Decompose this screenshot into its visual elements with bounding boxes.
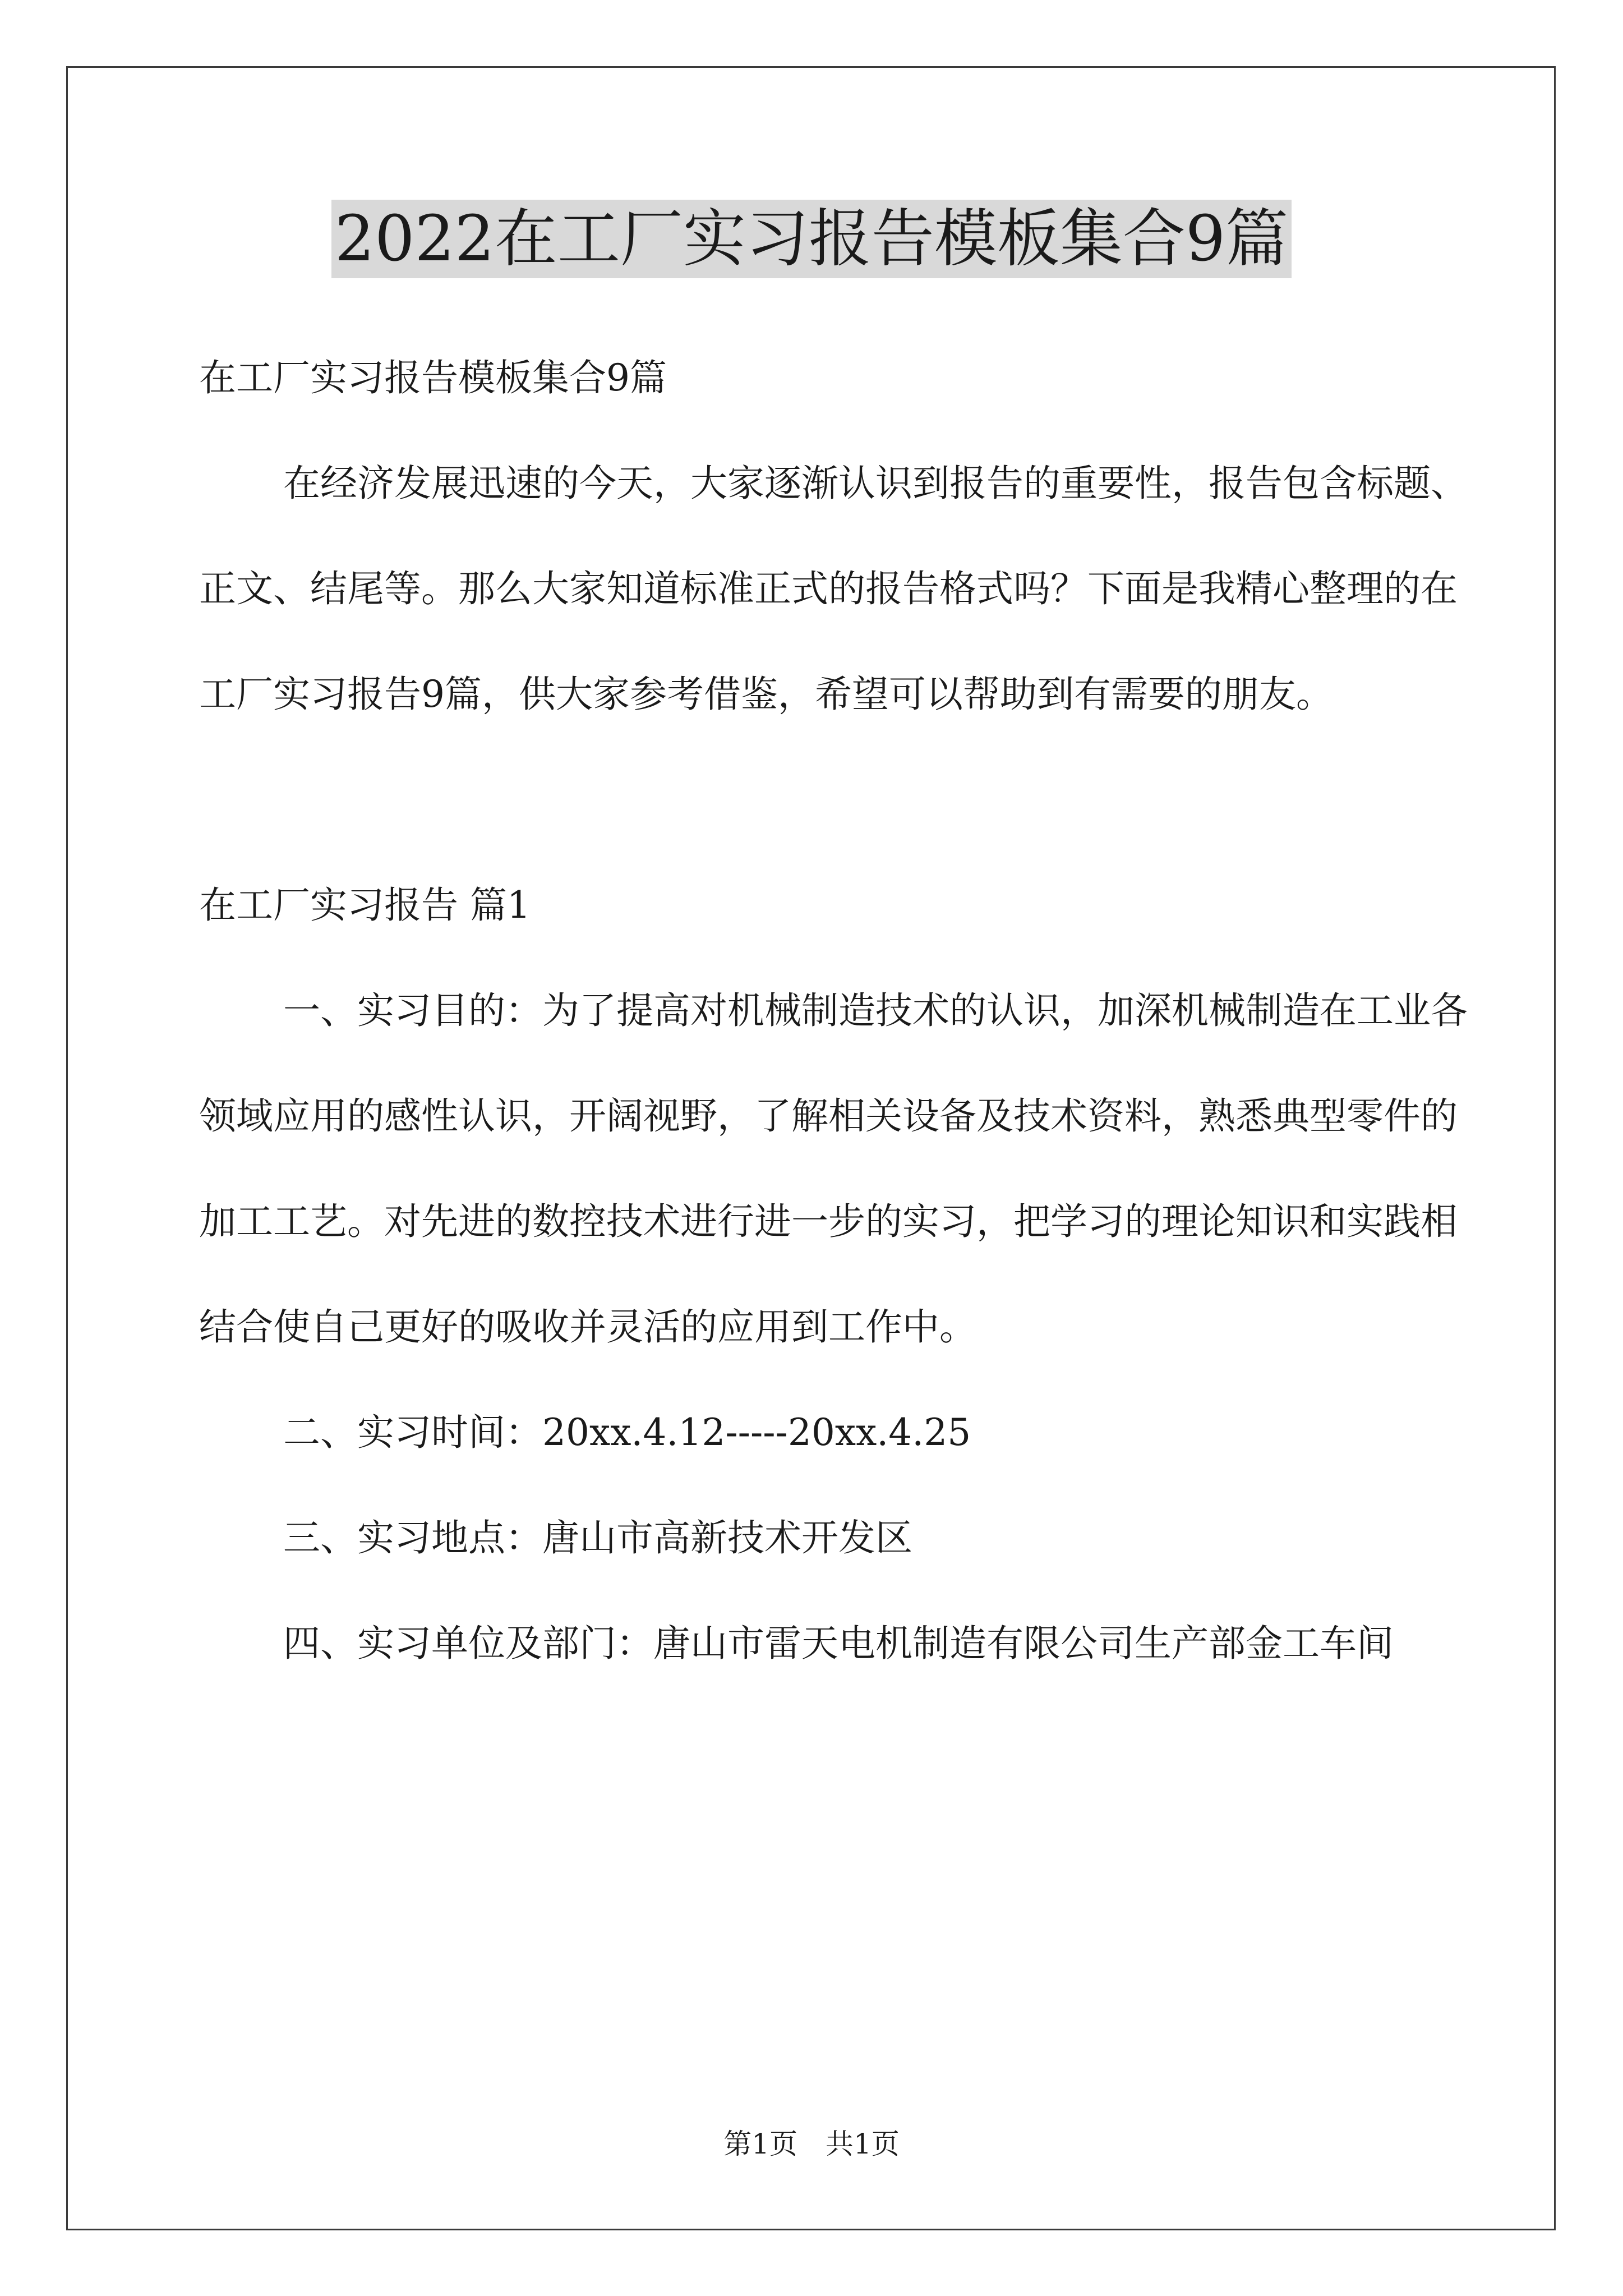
document-body bbox=[199, 325, 1472, 1696]
paragraph-unit: 四、实习单位及部门：唐山市雷天电机制造有限公司生产部金工车间 bbox=[283, 1622, 1394, 1665]
section-heading: 在工厂实习报告 篇1 bbox=[199, 884, 531, 927]
document-subtitle: 在工厂实习报告模板集合9篇 bbox=[199, 356, 667, 399]
intro-paragraph: 在经济发展迅速的今天，大家逐渐认识到报告的重要性，报告包含标题、正文、结尾等。那么大家知道标准正式的报告格式吗？下面是我精心整理的在工厂实习报告9篇，供大家参考借鉴，希望可以帮助到有需要的朋友。 bbox=[199, 462, 1468, 716]
page-number: 第1页 共1页 bbox=[723, 2128, 900, 2160]
paragraph-time: 二、实习时间：20xx.4.12-----20xx.4.25 bbox=[283, 1411, 971, 1454]
paragraph-location: 三、实习地点：唐山市高新技术开发区 bbox=[283, 1516, 912, 1559]
document-title: 2022在工厂实习报告模板集合9篇 bbox=[331, 200, 1292, 278]
title-container bbox=[0, 200, 1623, 278]
paragraph-purpose: 一、实习目的：为了提高对机械制造技术的认识，加深机械制造在工业各领域应用的感性认识，开阔视野，了解相关设备及技术资料，熟悉典型零件的加工工艺。对先进的数控技术进行进一步的实习，把学习的理论知识和实践相结合使自己更好的吸收并灵活的应用到工作中。 bbox=[199, 989, 1468, 1349]
page-footer bbox=[0, 2127, 1623, 2161]
